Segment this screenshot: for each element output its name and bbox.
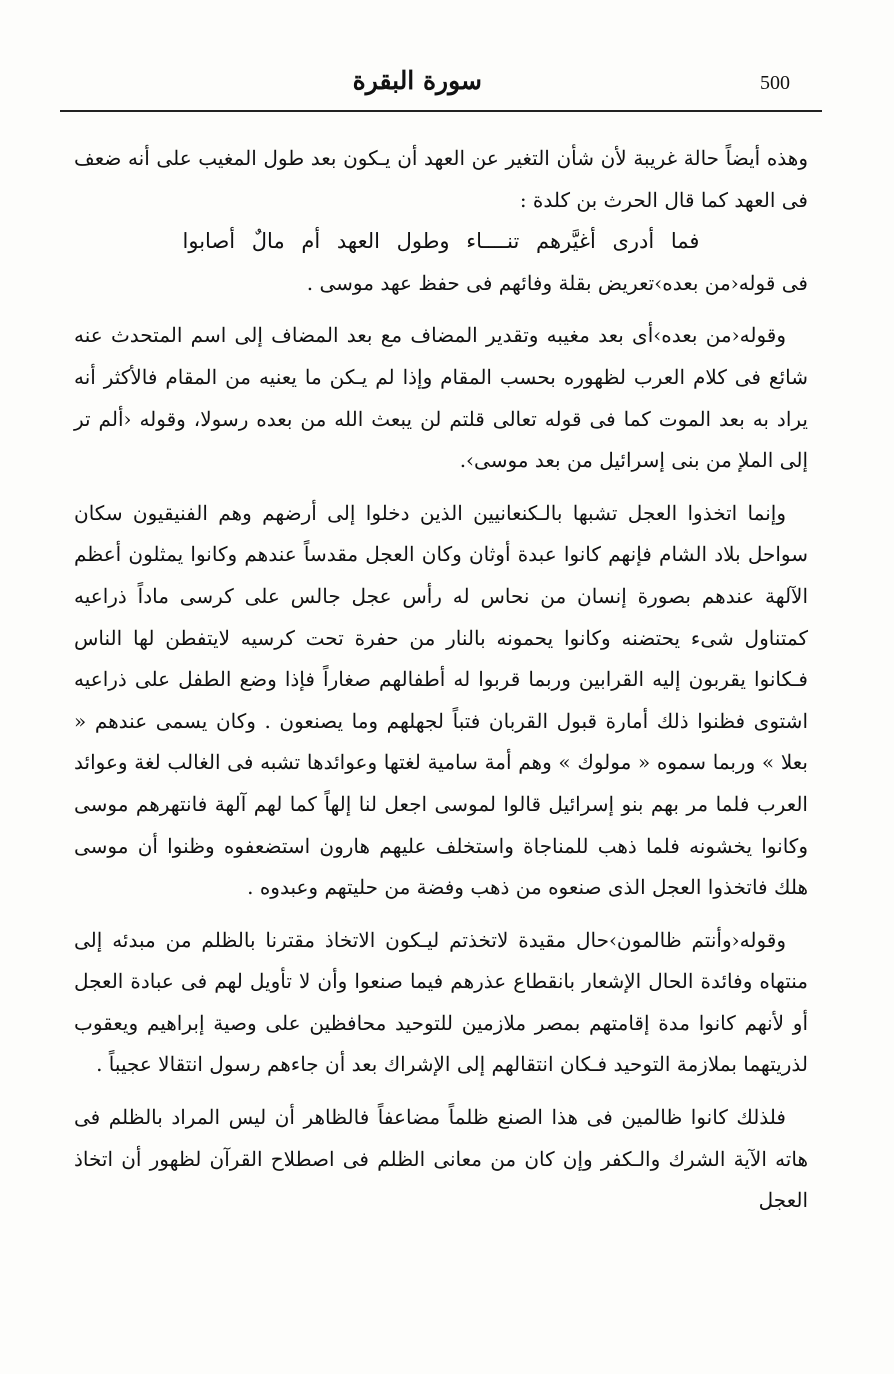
paragraph-gap [74, 1086, 808, 1097]
paragraph: فى قوله‹من بعده›تعريض بقلة وفائهم فى حفظ عهد موسى . [306, 270, 808, 295]
paragraph-gap [74, 304, 808, 315]
page-header [60, 62, 822, 108]
paragraph: فلذلك كانوا ظالمين فى هذا الصنع ظلماً مضاعفاً فالظاهر أن ليس المراد بالظلم فى هاته الآية الشرك والـكفر وإن كان من معانى الظلم فى اصطلاح القرآن لظهور أن اتخاذ العجل [74, 1105, 808, 1213]
paragraph-gap [74, 482, 808, 493]
paragraph: وهذه أيضاً حالة غريبة لأن شأن التغير عن العهد أن يـكون بعد طول المغيب على أنه ضعف فى العهد كما قال الحرث بن كلدة : [74, 146, 808, 212]
surah-title: سورة البقرة [352, 66, 482, 95]
paragraph-gap [74, 909, 808, 920]
page-body [74, 138, 808, 1222]
header-rule [60, 110, 822, 112]
paragraph: وقوله‹وأنتم ظالمون›حال مقيدة لاتخذتم ليـكون الاتخاذ مقترنا بالظلم من مبدئه إلى منتهاه وفائدة الحال الإشعار بانقطاع عذرهم فيما صنعوا وأن لا تأويل لهم فى عبادة العجل أو لأنهم كانوا مدة إقامتهم بمصر ملازمين للتوحيد محافظين على وصية إبراهيم ويعقوب لذريتهما بملازمة التوحيد فـكان انتقالهم إلى الإشراك بعد أن جاءهم رسول انتقالا عجيباً . [74, 927, 808, 1077]
paragraph: وإنما اتخذوا العجل تشبها بالـكنعانيين الذين دخلوا إلى أرضهم وهم الفنيقيون سكان سواحل بلاد الشام فإنهم كانوا عبدة أوثان وكان العجل مقدساً عندهم وكانوا يمثلون أعظم الآلهة عندهم بصورة إنسان من نحاس له رأس عجل جالس على كرسى ماداً ذراعيه كمتناول شىء يحتضنه وكانوا يحمونه بالنار من حفرة تحت كرسيه لايتفطن لها الناس فـكانوا يقربون إليه القرابين وربما قربوا له أطفالهم صغاراً فإذا وضع الطفل على ذراعيه اشتوى فظنوا ذلك أمارة قبول القربان فتباً لجهلهم وما يصنعون . وكان يسمى عندهم « بعلا » وربما سموه « مولوك » وهم أمة سامية لغتها وعوائدها تشبه فى الغالب لغة وعوائد العرب فلما مر بهم بنو إسرائيل قالوا لموسى اجعل لنا إلهاً كما لهم آلهة فانتهرهم موسى وكانوا يخشونه فلما ذهب للمناجاة واستخلف عليهم هارون استضعفوه وظنوا أن موسى هلك فاتخذوا العجل الذى صنعوه من ذهب وفضة من حليتهم وعبدوه . [74, 500, 809, 900]
paragraph: وقوله‹من بعده›أى بعد مغيبه وتقدير المضاف مع بعد المضاف إلى اسم المتحدث عنه شائع فى كلام العرب لظهوره بحسب المقام وإذا لم يـكن ما يعنيه من المقام فالأكثر أنه يراد به بعد الموت كما فى قوله تعالى قلتم لن يبعث الله من بعده رسولا، وقوله ‹ألم تر إلى الملإ من بنى إسرائيل من بعد موسى›. [74, 323, 808, 473]
poetry-verse: فما أدرى أغيَّرهم تنــــاء وطول العهد أم مالٌ أصابوا [182, 229, 700, 254]
page-number: 500 [760, 72, 790, 94]
